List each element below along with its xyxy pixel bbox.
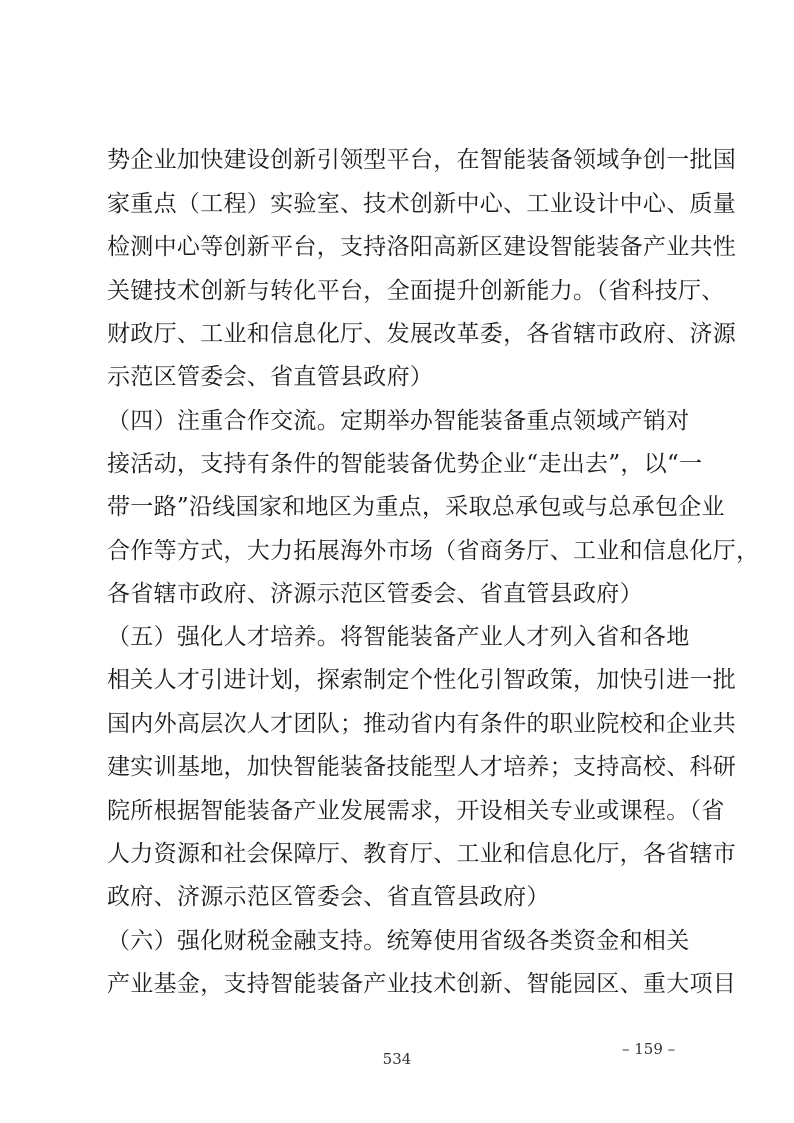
text-line: 相关人才引进计划，探索制定个性化引智政策，加快引进一批 <box>107 667 737 693</box>
text-line: 家重点（工程）实验室、技术创新中心、工业设计中心、质量 <box>107 191 737 217</box>
text-line: 势企业加快建设创新引领型平台，在智能装备领域争创一批国 <box>107 147 737 173</box>
text-line: 带一路”沿线国家和地区为重点，采取总承包或与总承包企业 <box>107 494 725 520</box>
text-line: 产业基金，支持智能装备产业技术创新、智能园区、重大项目 <box>107 971 737 997</box>
text-line: 政府、济源示范区管委会、省直管县政府） <box>107 884 550 910</box>
text-line: 示范区管委会、省直管县政府） <box>107 364 434 390</box>
text-line: 国内外高层次人才团队；推动省内有条件的职业院校和企业共 <box>107 711 737 737</box>
text-line: 关键技术创新与转化平台，全面提升创新能力。（省科技厅、 <box>107 278 725 304</box>
text-line: 检测中心等创新平台，支持洛阳高新区建设智能装备产业共性 <box>107 234 737 260</box>
page-number: 534 <box>382 1050 412 1068</box>
text-line: （六）强化财税金融支持。统筹使用省级各类资金和相关 <box>107 928 690 954</box>
text-line: 人力资源和社会保障厅、教育厅、工业和信息化厅，各省辖市 <box>107 841 737 867</box>
page-label: – 159 – <box>622 1040 676 1058</box>
text-line: 建实训基地，加快智能装备技能型人才培养；支持高校、科研 <box>107 754 737 780</box>
text-line: 院所根据智能装备产业发展需求，开设相关专业或课程。（省 <box>107 798 725 824</box>
text-line: （四）注重合作交流。定期举办智能装备重点领域产销对 <box>107 408 690 434</box>
text-line: 接活动，支持有条件的智能装备优势企业“走出去”，以“一 <box>107 451 703 477</box>
text-line: （五）强化人才培养。将智能装备产业人才列入省和各地 <box>107 624 690 650</box>
text-line: 各省辖市政府、济源示范区管委会、省直管县政府） <box>107 581 643 607</box>
text-line: 合作等方式，大力拓展海外市场（省商务厅、工业和信息化厅， <box>107 538 760 564</box>
text-line: 财政厅、工业和信息化厅、发展改革委，各省辖市政府、济源 <box>107 321 737 347</box>
